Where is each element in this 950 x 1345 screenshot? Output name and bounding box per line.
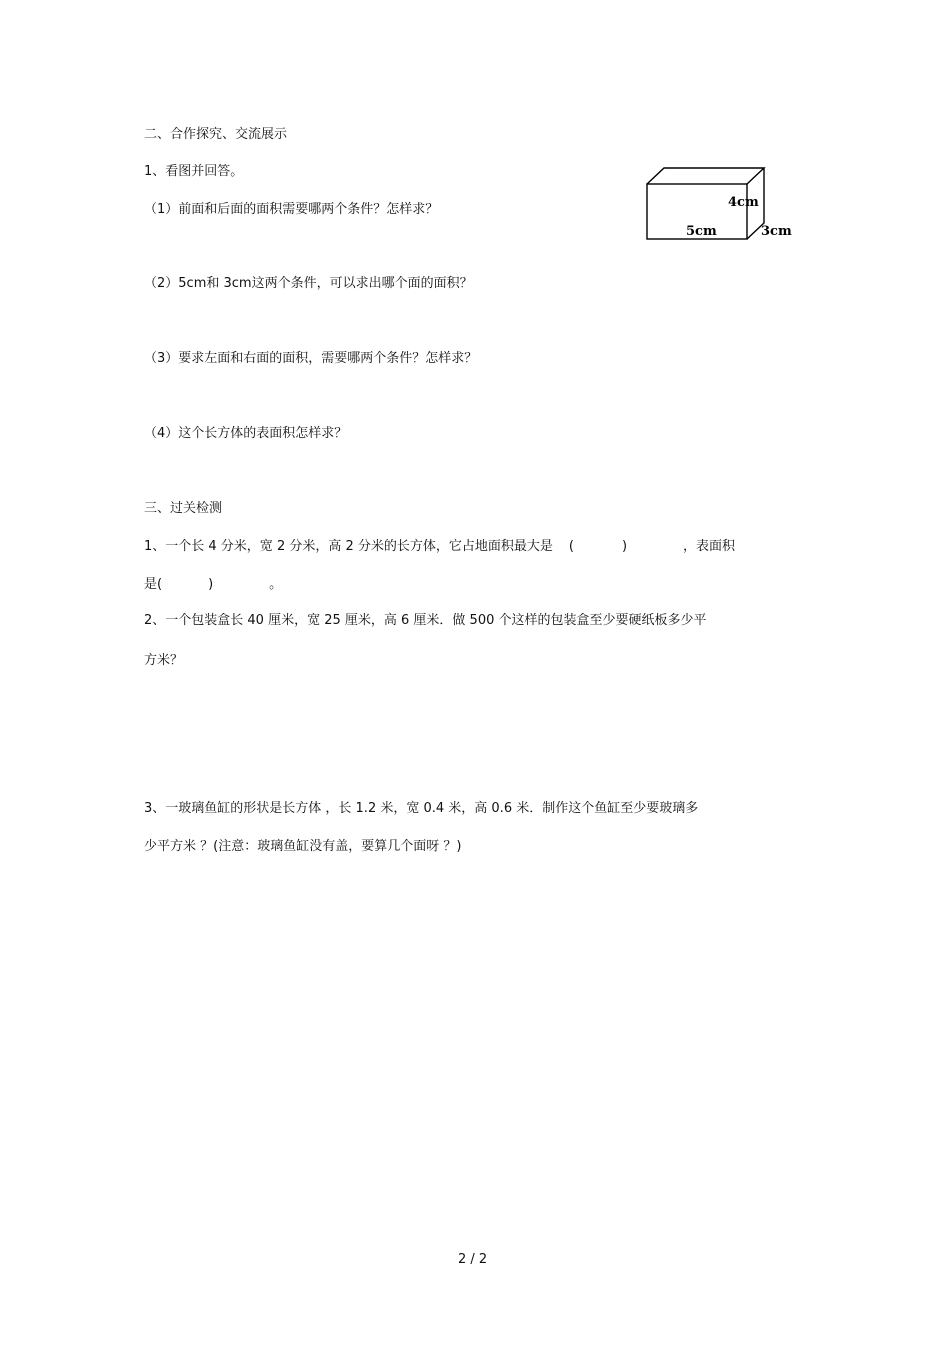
- problem-2-line1: 2、一个包装盒长 40 厘米，宽 25 厘米，高 6 厘米．做 500 个这样的包装盒至少要硬纸板多少平: [144, 613, 707, 628]
- question-1: 1、看图并回答。: [144, 164, 244, 179]
- height-label: 4cm: [728, 195, 759, 210]
- page-number: 2 / 2: [458, 1252, 488, 1267]
- problem-1-line2: [144, 576, 282, 594]
- problem-3-line2: 少平方米 ？(注意：玻璃鱼缸没有盖，要算几个面呀 ？): [144, 839, 462, 854]
- problem-1-surface: ，表面积: [683, 539, 736, 554]
- sub-question-2: （2）5cm和 3cm这两个条件，可以求出哪个面的面积？: [144, 276, 473, 291]
- sub-question-1: （1）前面和后面的面积需要哪两个条件？怎样求？: [144, 202, 439, 217]
- problem-3-line1: 3、一玻璃鱼缸的形状是长方体 ，长 1.2 米，宽 0.4 米，高 0.6 米．制作这个鱼缸至少要玻璃多: [144, 801, 699, 816]
- sub-question-3: （3）要求左面和右面的面积，需要哪两个条件？怎样求？: [144, 351, 478, 366]
- blank-open: (: [568, 539, 574, 554]
- problem-1-period: 。: [269, 577, 283, 592]
- blank2-close: ): [208, 577, 214, 592]
- sub-question-4: （4）这个长方体的表面积怎样求？: [144, 426, 348, 441]
- problem-1-is: 是(: [144, 577, 163, 592]
- section3-heading: 三、过关检测: [144, 501, 223, 516]
- blank-close: ): [621, 539, 628, 554]
- problem-2-line2: 方米？: [144, 653, 184, 668]
- problem-1-text: 1、一个长 4 分米，宽 2 分米，高 2 分米的长方体，它占地面积最大是: [144, 539, 553, 554]
- length-label: 5cm: [686, 224, 717, 239]
- problem-1-line1: [144, 538, 735, 556]
- cuboid-figure: [642, 164, 792, 244]
- section2-heading: 二、合作探究、交流展示: [144, 127, 288, 142]
- width-label: 3cm: [761, 224, 792, 239]
